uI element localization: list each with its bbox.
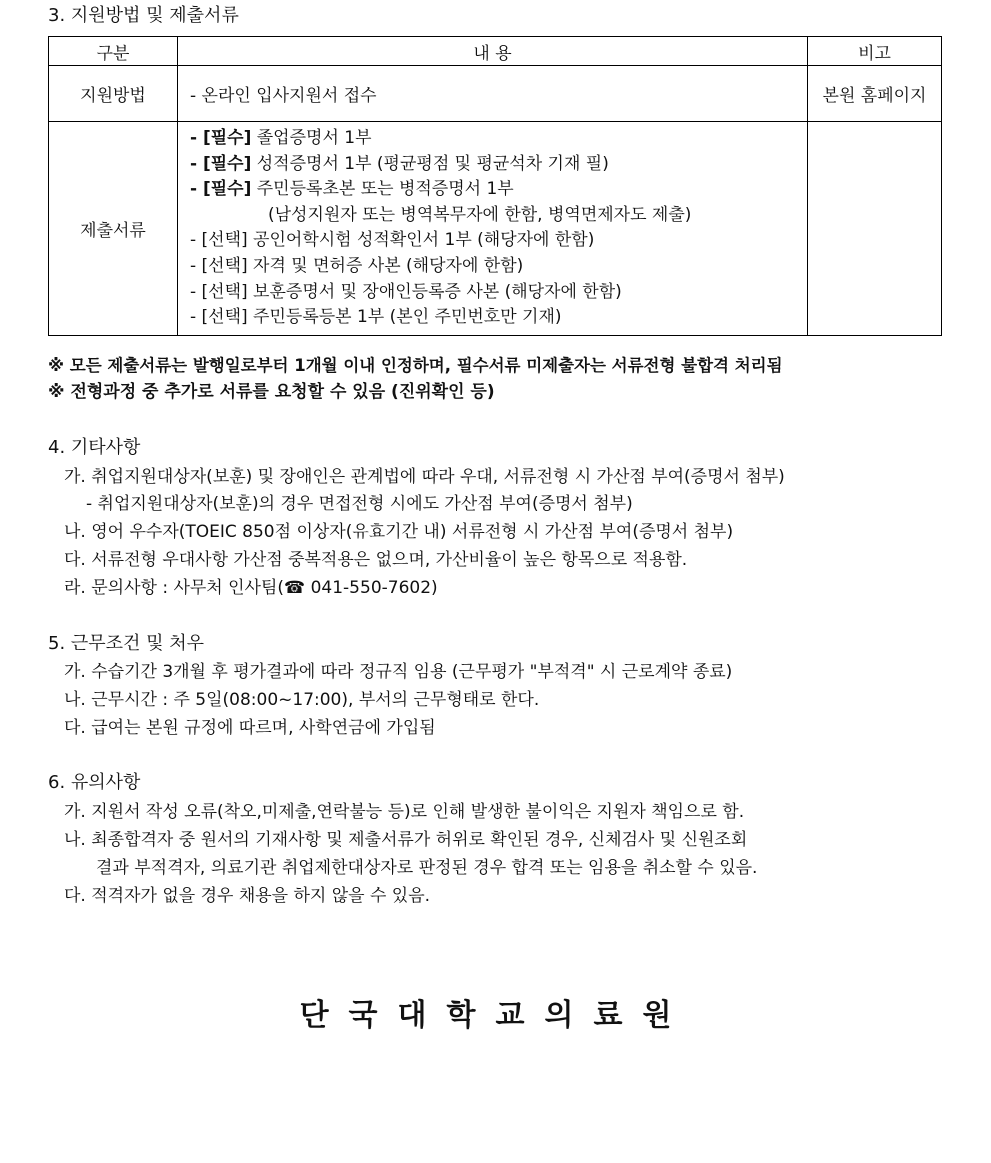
- table-row: [49, 66, 942, 122]
- header-category: 구분: [49, 37, 178, 66]
- section6-item: 가. 지원서 작성 오류(착오,미제출,연락불능 등)로 인해 발생한 불이익은 지원자 책임으로 함.: [64, 802, 745, 822]
- section5-title: 5. 근무조건 및 처우: [48, 633, 205, 654]
- list-item: - [필수] 주민등록초본 또는 병적증명서 1부: [190, 179, 514, 200]
- section4-item: 다. 서류전형 우대사항 가산점 중복적용은 없으며, 가산비율이 높은 항목으로 적용함.: [64, 550, 688, 570]
- header-remark: 비고: [808, 37, 942, 66]
- note-2: ※ 전형과정 중 추가로 서류를 요청할 수 있음 (진위확인 등): [48, 382, 495, 402]
- application-table: [48, 36, 942, 336]
- section6-item: 다. 적격자가 없을 경우 채용을 하지 않을 수 있음.: [64, 886, 431, 906]
- section4-subitem: - 취업지원대상자(보훈)의 경우 면접전형 시에도 가산점 부여(증명서 첨부): [86, 494, 633, 514]
- institution-name: 단국대학교의료원: [299, 998, 692, 1033]
- section6-item-continued: 결과 부적격자, 의료기관 취업제한대상자로 판정된 경우 합격 또는 임용을 취소할 수 있음.: [96, 858, 758, 878]
- list-item: - [선택] 주민등록등본 1부 (본인 주민번호만 기재): [190, 307, 562, 328]
- list-item: - [필수] 성적증명서 1부 (평균평점 및 평균석차 기재 필): [190, 153, 609, 174]
- row-content: - 온라인 입사지원서 접수: [178, 66, 808, 122]
- row-remark: [808, 122, 942, 336]
- list-item: - [선택] 자격 및 면허증 사본 (해당자에 한함): [190, 255, 524, 276]
- note-1: ※ 모든 제출서류는 발행일로부터 1개월 이내 인정하며, 필수서류 미제출자는 서류전형 불합격 처리됨: [48, 356, 783, 375]
- row-category: 지원방법: [49, 66, 178, 122]
- list-item: - [선택] 공인어학시험 성적확인서 1부 (해당자에 한함): [190, 230, 595, 251]
- section4-item: 나. 영어 우수자(TOEIC 850점 이상자(유효기간 내) 서류전형 시 가산점 부여(증명서 첨부): [64, 522, 734, 542]
- section6-title: 6. 유의사항: [48, 772, 141, 793]
- list-item: - [선택] 보훈증명서 및 장애인등록증 사본 (해당자에 한함): [190, 281, 622, 302]
- row-remark: 본원 홈페이지: [808, 66, 942, 122]
- list-item: (남성지원자 또는 병역복무자에 한함, 병역면제자도 제출): [268, 204, 692, 225]
- section3-title: 3. 지원방법 및 제출서류: [48, 5, 239, 26]
- section5-item: 가. 수습기간 3개월 후 평가결과에 따라 정규직 임용 (근무평가 "부적격" 시 근로계약 종료): [64, 662, 733, 682]
- document-list: [178, 122, 808, 336]
- section4-item: 라. 문의사항 : 사무처 인사팀(☎ 041-550-7602): [64, 578, 438, 598]
- table-header-row: [49, 37, 942, 66]
- section4-title: 4. 기타사항: [48, 437, 141, 458]
- section5-item: 나. 근무시간 : 주 5일(08:00~17:00), 부서의 근무형태로 한다.: [64, 690, 540, 710]
- section6-item: 나. 최종합격자 중 원서의 기재사항 및 제출서류가 허위로 확인된 경우, 신체검사 및 신원조회: [64, 830, 748, 850]
- header-content: 내 용: [178, 37, 808, 66]
- list-item: - [필수] 졸업증명서 1부: [190, 128, 372, 148]
- table-row: [49, 122, 942, 336]
- row-category: 제출서류: [49, 122, 178, 336]
- section5-item: 다. 급여는 본원 규정에 따르며, 사학연금에 가입됨: [64, 718, 436, 738]
- section4-item: 가. 취업지원대상자(보훈) 및 장애인은 관계법에 따라 우대, 서류전형 시 가산점 부여(증명서 첨부): [64, 467, 785, 487]
